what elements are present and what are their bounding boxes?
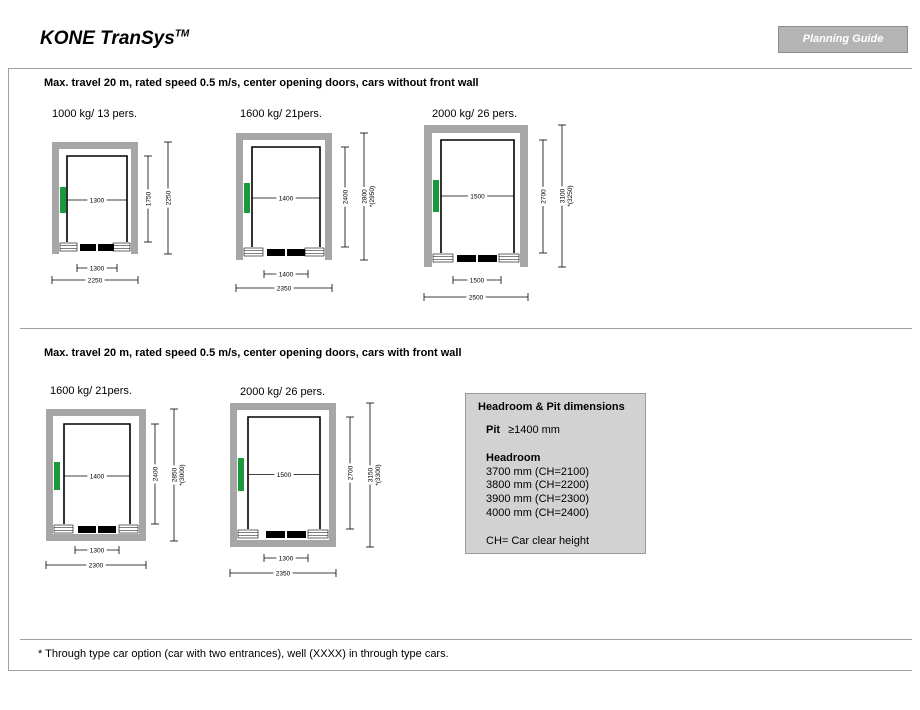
well-wall-front — [46, 534, 146, 541]
dimension-label: 1400 — [89, 473, 105, 481]
diagram-caption: 2000 kg/ 26 pers. — [240, 386, 326, 398]
threshold — [54, 525, 73, 533]
panel-heading: Headroom & Pit dimensions — [478, 401, 625, 413]
dimension-label: 1300 — [89, 265, 105, 273]
dimension-label: 1500 — [470, 193, 485, 201]
pit-label: Pit — [486, 424, 501, 436]
dimension-label: 2250 — [165, 190, 173, 206]
footnote: * Through type car option (car with two entrances), well (XXXX) in through type cars. — [38, 648, 449, 660]
diagram-caption: 1000 kg/ 13 pers. — [52, 108, 138, 120]
well-wall-left — [230, 403, 237, 547]
dimension-label: 3100 — [559, 188, 567, 204]
dimension-label: 2300 — [88, 562, 104, 570]
section2-heading: Max. travel 20 m, rated speed 0.5 m/s, center opening doors, cars with front wall — [44, 347, 462, 359]
well-wall-top — [230, 403, 336, 410]
counterweight — [433, 180, 439, 212]
through-type-dimension: *(3250) — [567, 185, 574, 207]
trademark: TM — [174, 28, 190, 40]
well-wall-right — [131, 142, 138, 254]
threshold — [305, 248, 324, 256]
dimension-label: 1400 — [278, 195, 294, 203]
dimension-label: 1500 — [469, 277, 485, 285]
car-height-note: CH= Car clear height — [486, 535, 590, 547]
dimension-label: 2400 — [152, 466, 160, 482]
headroom-row: 3900 mm (CH=2300) — [486, 493, 590, 505]
well-wall-left — [46, 409, 53, 541]
dimension-label: 2400 — [342, 189, 350, 205]
dimension-label: 2350 — [276, 285, 292, 293]
counterweight — [60, 187, 66, 213]
dimension-label: 1400 — [278, 271, 294, 279]
dimension-label: 2700 — [540, 189, 548, 204]
well-wall-left — [424, 125, 432, 267]
well-wall-right — [329, 403, 336, 547]
threshold — [308, 530, 328, 538]
threshold — [433, 254, 453, 262]
well-wall-top — [46, 409, 146, 416]
dimension-label: 2250 — [87, 277, 103, 285]
counterweight — [54, 462, 60, 490]
well-wall-right — [325, 133, 332, 260]
headroom-row: 3700 mm (CH=2100) — [486, 466, 590, 478]
headroom-label: Headroom — [486, 452, 541, 464]
well-wall-right — [520, 125, 528, 267]
through-type-dimension: *(3000) — [179, 464, 186, 486]
through-type-dimension: *(3300) — [375, 464, 382, 486]
dimension-label: 2850 — [171, 467, 179, 483]
dimension-label: 2500 — [468, 294, 484, 302]
dimension-label: 3150 — [367, 467, 375, 483]
dimension-label: 1500 — [276, 471, 292, 479]
dimension-label: 1300 — [278, 555, 294, 563]
threshold — [113, 243, 130, 251]
planning-guide-badge: Planning Guide — [778, 26, 908, 53]
well-wall-left — [236, 133, 243, 260]
well-wall-top — [236, 133, 332, 140]
dimension-label: 1300 — [89, 197, 105, 205]
pit-value: ≥1400 mm — [508, 424, 560, 436]
threshold — [60, 243, 77, 251]
pit-row — [486, 424, 560, 436]
headroom-row: 3800 mm (CH=2200) — [486, 479, 590, 491]
dimension-label: 1750 — [145, 191, 153, 207]
well-wall-top — [424, 125, 528, 133]
counterweight — [244, 183, 250, 213]
dimension-label: 2350 — [275, 570, 291, 578]
through-type-dimension: *(2950) — [369, 185, 376, 208]
well-wall-top — [52, 142, 138, 149]
diagram-caption: 2000 kg/ 26 pers. — [432, 108, 518, 120]
well-wall-right — [139, 409, 146, 541]
headroom-pit-panel — [465, 393, 646, 554]
headroom-row: 4000 mm (CH=2400) — [486, 507, 590, 519]
dimension-label: 2700 — [347, 465, 355, 481]
section1-heading: Max. travel 20 m, rated speed 0.5 m/s, center opening doors, cars without front wall — [44, 77, 479, 89]
well-wall-front — [230, 540, 336, 547]
well-wall-left — [52, 142, 59, 254]
threshold — [238, 530, 258, 538]
threshold — [119, 525, 138, 533]
diagram-caption: 1600 kg/ 21pers. — [240, 108, 322, 120]
dimension-label: 1300 — [89, 547, 105, 555]
title-text: KONE TranSys — [40, 28, 175, 49]
counterweight — [238, 458, 244, 491]
dimension-label: 2800 — [361, 189, 369, 204]
diagram-caption: 1600 kg/ 21pers. — [50, 385, 132, 397]
threshold — [499, 254, 519, 262]
threshold — [244, 248, 263, 256]
